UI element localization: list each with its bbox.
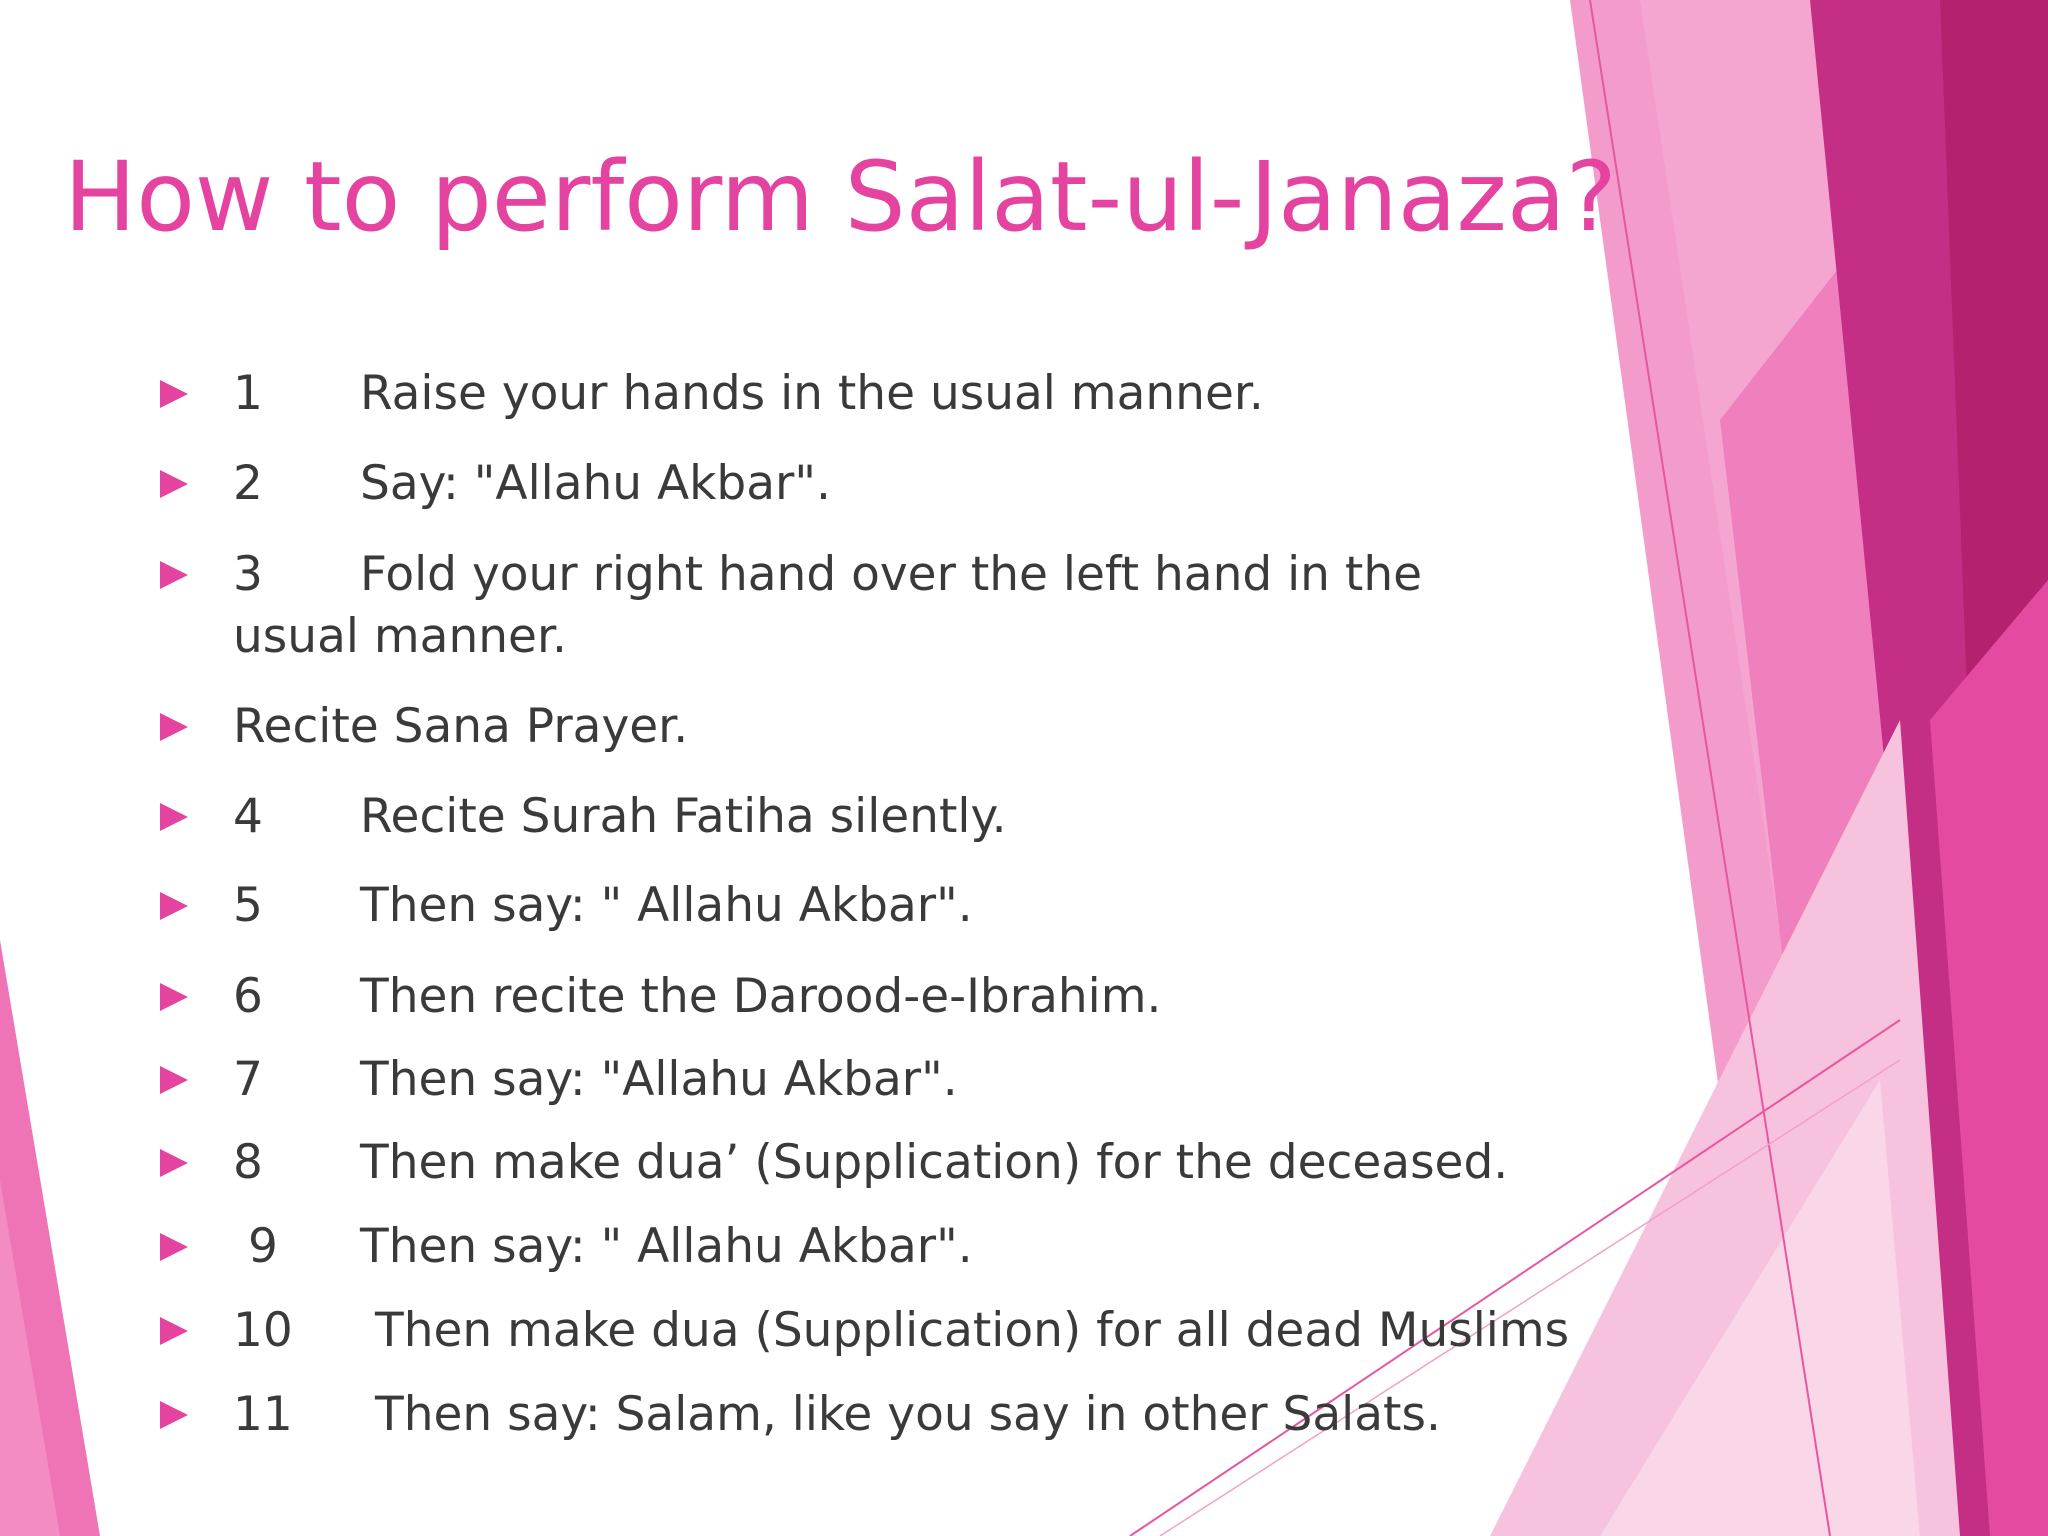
step-number: 7 bbox=[233, 1052, 263, 1107]
step-number: 5 bbox=[233, 878, 263, 933]
step-text: Recite Surah Fatiha silently. bbox=[360, 789, 1007, 844]
step-number: 6 bbox=[233, 969, 263, 1024]
triangle-right-icon bbox=[160, 470, 188, 498]
triangle-right-icon bbox=[160, 803, 188, 831]
step-text: Recite Sana Prayer. bbox=[233, 699, 689, 754]
triangle-right-icon bbox=[160, 983, 188, 1011]
triangle-right-icon bbox=[160, 1149, 188, 1177]
step-number: 1 bbox=[233, 366, 263, 421]
step-text: Fold your right hand over the left hand in the bbox=[360, 547, 1423, 602]
step-text: Then make dua’ (Supplication) for the deceased. bbox=[360, 1135, 1509, 1190]
step-text: Then say: " Allahu Akbar". bbox=[360, 1219, 973, 1274]
triangle-right-icon bbox=[160, 561, 188, 589]
step-text: Then say: "Allahu Akbar". bbox=[360, 1052, 958, 1107]
triangle-right-icon bbox=[160, 1401, 188, 1429]
triangle-right-icon bbox=[160, 1066, 188, 1094]
slide-title: How to perform Salat-ul-Janaza? bbox=[64, 141, 1617, 253]
step-text: Then make dua (Supplication) for all dead Muslims bbox=[375, 1303, 1570, 1358]
step-number: 9 bbox=[248, 1219, 278, 1274]
step-number: 3 bbox=[233, 547, 263, 602]
step-number: 10 bbox=[233, 1303, 293, 1358]
step-text: Raise your hands in the usual manner. bbox=[360, 366, 1264, 421]
step-number: 11 bbox=[233, 1387, 293, 1442]
step-text: Then say: Salam, like you say in other Salats. bbox=[375, 1387, 1441, 1442]
step-number: 2 bbox=[233, 456, 263, 511]
step-text: Then say: " Allahu Akbar". bbox=[360, 878, 973, 933]
step-text: Then recite the Darood-e-Ibrahim. bbox=[360, 969, 1162, 1024]
triangle-right-icon bbox=[160, 1233, 188, 1261]
step-number: 8 bbox=[233, 1135, 263, 1190]
step-text-continuation: usual manner. bbox=[233, 609, 567, 664]
step-text: Say: "Allahu Akbar". bbox=[360, 456, 831, 511]
step-number: 4 bbox=[233, 789, 263, 844]
triangle-right-icon bbox=[160, 380, 188, 408]
triangle-right-icon bbox=[160, 713, 188, 741]
triangle-right-icon bbox=[160, 1317, 188, 1345]
triangle-right-icon bbox=[160, 892, 188, 920]
